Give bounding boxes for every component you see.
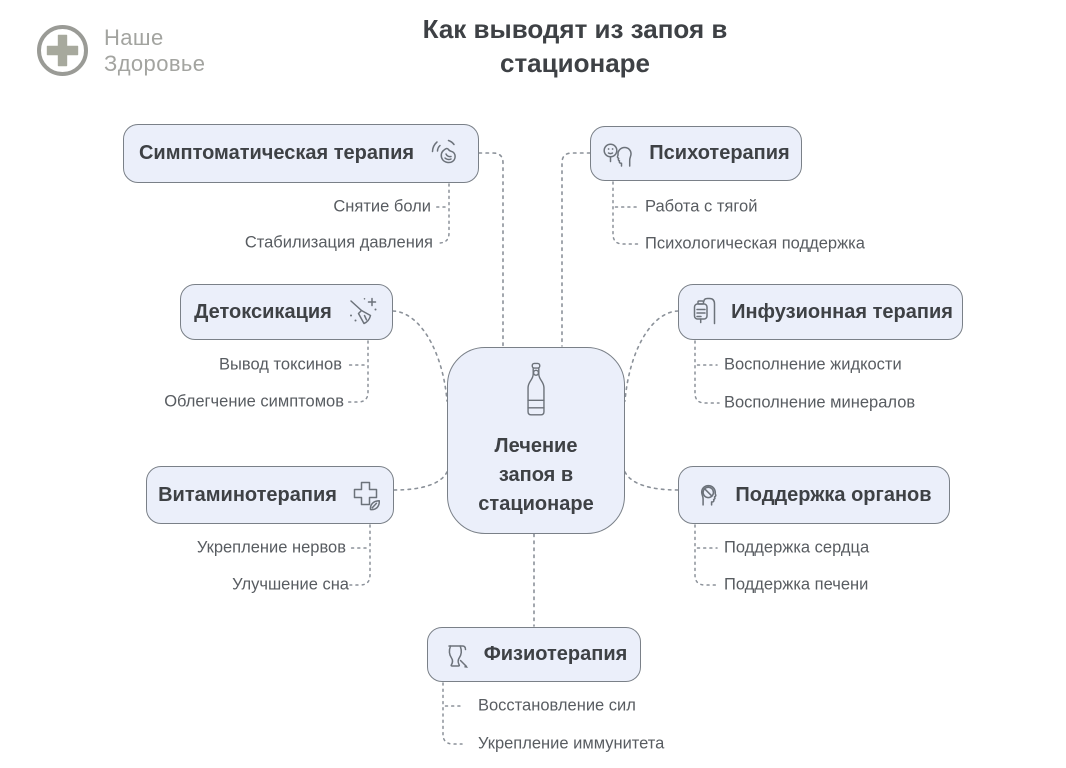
list-item: Вывод токсинов — [219, 355, 342, 374]
list-item: Облегчение симптомов — [164, 392, 344, 411]
branch-node-detoxification — [180, 284, 393, 340]
branch-node-symptomatic-therapy — [123, 124, 479, 183]
branch-label: Симптоматическая терапия — [138, 142, 415, 164]
list-item: Поддержка печени — [724, 575, 869, 594]
pain-signals-icon — [427, 137, 463, 171]
branch-node-physiotherapy — [427, 627, 641, 682]
center-node-treatment — [447, 347, 625, 534]
bottle-icon — [519, 362, 553, 420]
center-node-label: Лечение запоя в стационаре — [478, 435, 594, 515]
branch-node-organ-support — [678, 466, 950, 524]
branch-node-vitamin-therapy — [146, 466, 394, 524]
cupping-jar-icon — [441, 640, 471, 670]
medical-cross-circle-icon — [34, 22, 91, 79]
branch-node-infusion-therapy — [678, 284, 963, 340]
list-item: Восстановление сил — [478, 696, 636, 715]
list-item: Стабилизация давления — [244, 233, 433, 252]
head-organ-icon — [696, 481, 722, 509]
branch-label: Детоксикация — [194, 300, 332, 323]
branch-label: Поддержка органов — [735, 483, 932, 506]
brand-name — [104, 25, 205, 77]
list-item: Восполнение жидкости — [724, 355, 902, 374]
list-item: Укрепление иммунитета — [478, 734, 665, 753]
branch-label: Витаминотерапия — [158, 483, 337, 506]
iv-drip-icon — [688, 297, 718, 327]
list-item: Работа с тягой — [645, 197, 758, 216]
branch-label: Физиотерапия — [483, 643, 628, 665]
brand-logo — [34, 22, 205, 79]
page-title: Как выводят из запоя в стационаре — [422, 14, 728, 78]
branch-label: Психотерапия — [649, 142, 790, 164]
branch-label: Инфузионная терапия — [731, 300, 953, 323]
cross-leaf-icon — [350, 479, 382, 511]
list-item: Улучшение сна — [232, 575, 349, 594]
brand-name-line1: Наше — [104, 24, 164, 50]
head-smiley-icon — [602, 140, 636, 168]
broom-sparkles-icon — [345, 295, 379, 329]
branch-node-psychotherapy — [590, 126, 802, 181]
list-item: Восполнение минералов — [724, 393, 916, 412]
brand-name-line2: Здоровье — [104, 50, 206, 76]
list-item: Укрепление нервов — [196, 538, 346, 557]
list-item: Психологическая поддержка — [645, 234, 865, 253]
list-item: Поддержка сердца — [724, 538, 870, 557]
list-item: Снятие боли — [333, 197, 431, 216]
